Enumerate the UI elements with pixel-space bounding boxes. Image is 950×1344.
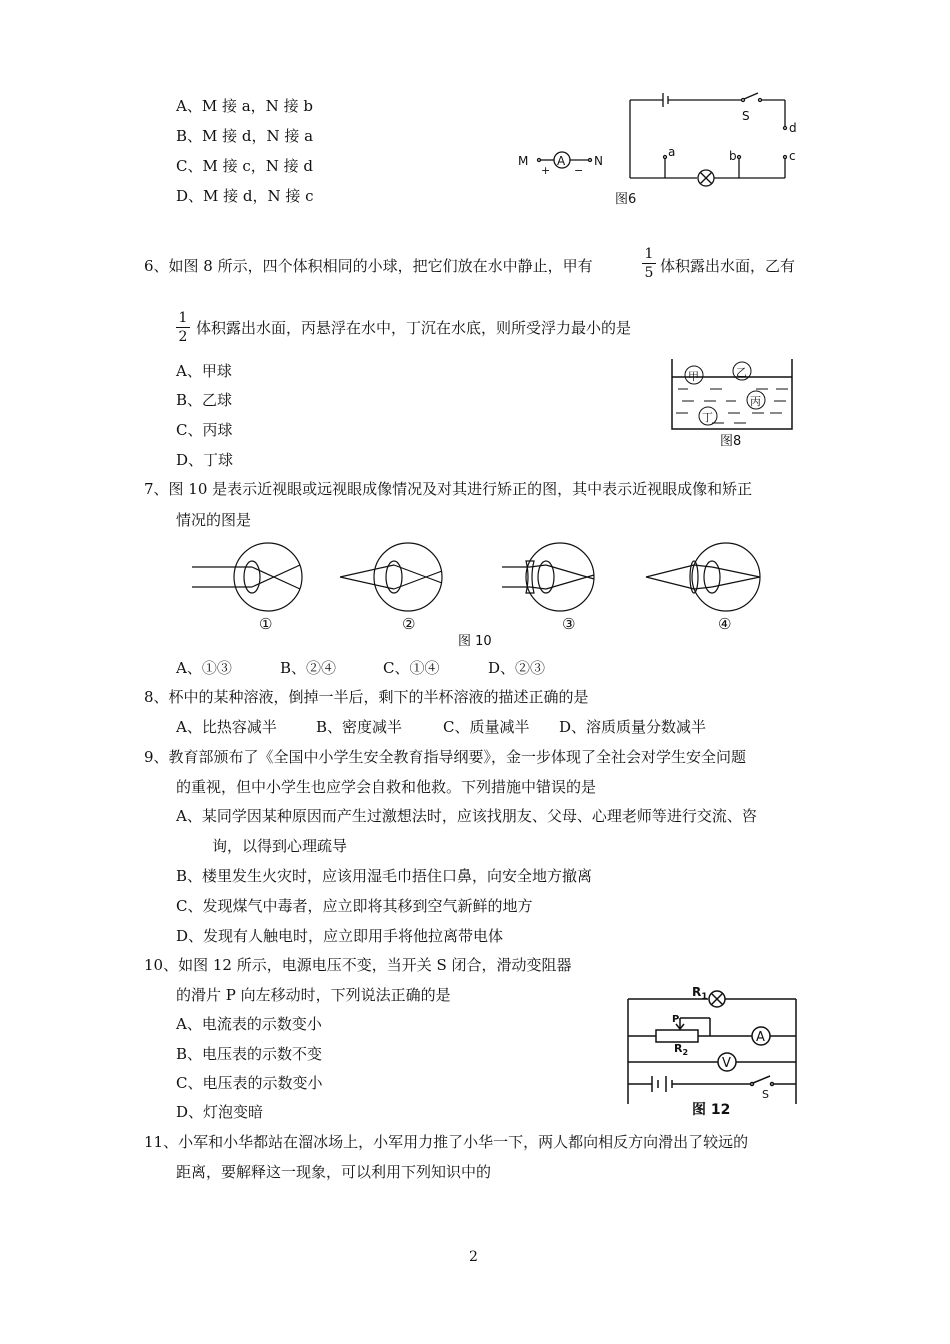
figure-12-circuit <box>620 984 805 1119</box>
terminal-label-b: b <box>729 149 737 163</box>
q10-stem-line1: 10、如图 12 所示，电源电压不变，当开关 S 闭合，滑动变阻器 <box>144 956 572 974</box>
q7-option-d: D、②③ <box>488 659 546 677</box>
figure-10-caption: 图 10 <box>458 634 492 649</box>
q6-stem-line2: 体积露出水面，丙悬浮在水中，丁沉在水底，则所受浮力最小的是 <box>196 319 632 337</box>
figure-10-eyes <box>190 535 790 650</box>
eye-label-4: ④ <box>718 615 732 633</box>
q8-option-d: D、溶质质量分数减半 <box>559 718 707 736</box>
fraction-numerator: 1 <box>644 246 654 262</box>
ball-label-jia: 甲 <box>688 370 699 383</box>
q6-option-d: D、丁球 <box>176 451 234 469</box>
q7-option-b: B、②④ <box>280 659 337 677</box>
q9-option-d: D、发现有人触电时，应立即用手将他拉离带电体 <box>176 927 504 945</box>
q7-stem-line2: 情况的图是 <box>176 511 252 529</box>
q10-option-a: A、电流表的示数变小 <box>176 1015 322 1033</box>
switch-label-s: S <box>742 109 750 123</box>
q9-stem-line2: 的重视，但中小学生也应学会自救和他救。下列措施中错误的是 <box>176 778 597 796</box>
meter-label-m: M <box>518 154 529 168</box>
figure-8-container <box>668 355 798 450</box>
terminal-label-c: c <box>789 149 796 163</box>
q6-option-a: A、甲球 <box>176 362 232 380</box>
q6-stem-part1: 6、如图 8 所示，四个体积相同的小球，把它们放在水中静止，甲有 <box>144 257 593 275</box>
q11-stem-line1: 11、小军和小华都站在溜冰场上，小军用力推了小华一下，两人都向相反方向滑出了较远的 <box>144 1133 749 1151</box>
q10-stem-line2: 的滑片 P 向左移动时，下列说法正确的是 <box>176 986 451 1004</box>
q9-stem-line1: 9、教育部颁布了《全国中小学生安全教育指导纲要》，金一步体现了全社会对学生安全问题 <box>144 748 747 766</box>
terminal-label-a: a <box>668 145 676 159</box>
slider-label-p: P <box>672 1014 680 1025</box>
q10-option-c: C、电压表的示数变小 <box>176 1074 323 1092</box>
ammeter-symbol: A <box>557 154 566 168</box>
q8-stem: 8、杯中的某种溶液，倒掉一半后，剩下的半杯溶液的描述正确的是 <box>144 688 589 706</box>
ball-label-ding: 丁 <box>702 411 713 424</box>
q6-option-b: B、乙球 <box>176 391 233 409</box>
q5-option-d: D、M 接 d，N 接 c <box>176 187 314 205</box>
q7-stem-line1: 7、图 10 是表示近视眼或远视眼成像情况及对其进行矫正的图，其中表示近视眼成像和矫正 <box>144 480 753 498</box>
eye-label-3: ③ <box>562 615 576 633</box>
q8-option-a: A、比热容减半 <box>176 718 277 736</box>
meter-minus-sign: − <box>574 164 584 177</box>
figure-6-caption: 图6 <box>615 192 637 207</box>
fraction-numerator: 1 <box>178 310 188 326</box>
meter-plus-sign: + <box>541 164 551 177</box>
q7-option-c: C、①④ <box>383 659 440 677</box>
q9-option-a-line2: 询，以得到心理疏导 <box>212 837 348 855</box>
q8-option-c: C、质量减半 <box>443 718 530 736</box>
ball-label-bing: 丙 <box>750 395 761 408</box>
page-number: 2 <box>469 1249 478 1265</box>
r2-label: $R_2$ <box>674 1042 689 1057</box>
switch-label-s: S <box>762 1088 769 1101</box>
q10-option-d: D、灯泡变暗 <box>176 1103 264 1121</box>
voltmeter-symbol: V <box>722 1056 731 1071</box>
q5-option-a: A、M 接 a，N 接 b <box>176 97 313 115</box>
ammeter-symbol: A <box>756 1030 765 1045</box>
figure-8-caption: 图8 <box>720 434 742 449</box>
meter-label-n: N <box>594 154 603 168</box>
terminal-label-d: d <box>789 121 797 135</box>
q10-option-b: B、电压表的示数不变 <box>176 1045 323 1063</box>
eye-label-2: ② <box>402 615 416 633</box>
figure-6-circuit <box>510 90 810 215</box>
q7-option-a: A、①③ <box>176 659 232 677</box>
q6-option-c: C、丙球 <box>176 421 233 439</box>
figure-12-caption: 图 12 <box>692 1102 731 1118</box>
ball-label-yi: 乙 <box>736 366 747 379</box>
q8-option-b: B、密度减半 <box>316 718 403 736</box>
q9-option-b: B、楼里发生火灾时，应该用湿毛巾捂住口鼻，向安全地方撤离 <box>176 867 593 885</box>
q9-option-c: C、发现煤气中毒者，应立即将其移到空气新鲜的地方 <box>176 897 533 915</box>
fraction-one-half <box>176 310 190 345</box>
q9-option-a-line1: A、某同学因某种原因而产生过激想法时，应该找朋友、父母、心理老师等进行交流、咨 <box>176 807 757 825</box>
r1-label: $R_1$ <box>692 985 708 1002</box>
q5-option-b: B、M 接 d，N 接 a <box>176 127 314 145</box>
fraction-one-fifth <box>642 246 656 281</box>
fraction-denominator: 5 <box>644 265 654 281</box>
fraction-denominator: 2 <box>178 329 188 345</box>
q6-stem-part2: 体积露出水面，乙有 <box>660 257 796 275</box>
q5-option-c: C、M 接 c，N 接 d <box>176 157 314 175</box>
q11-stem-line2: 距离，要解释这一现象，可以利用下列知识中的 <box>176 1163 492 1181</box>
eye-label-1: ① <box>259 615 273 633</box>
